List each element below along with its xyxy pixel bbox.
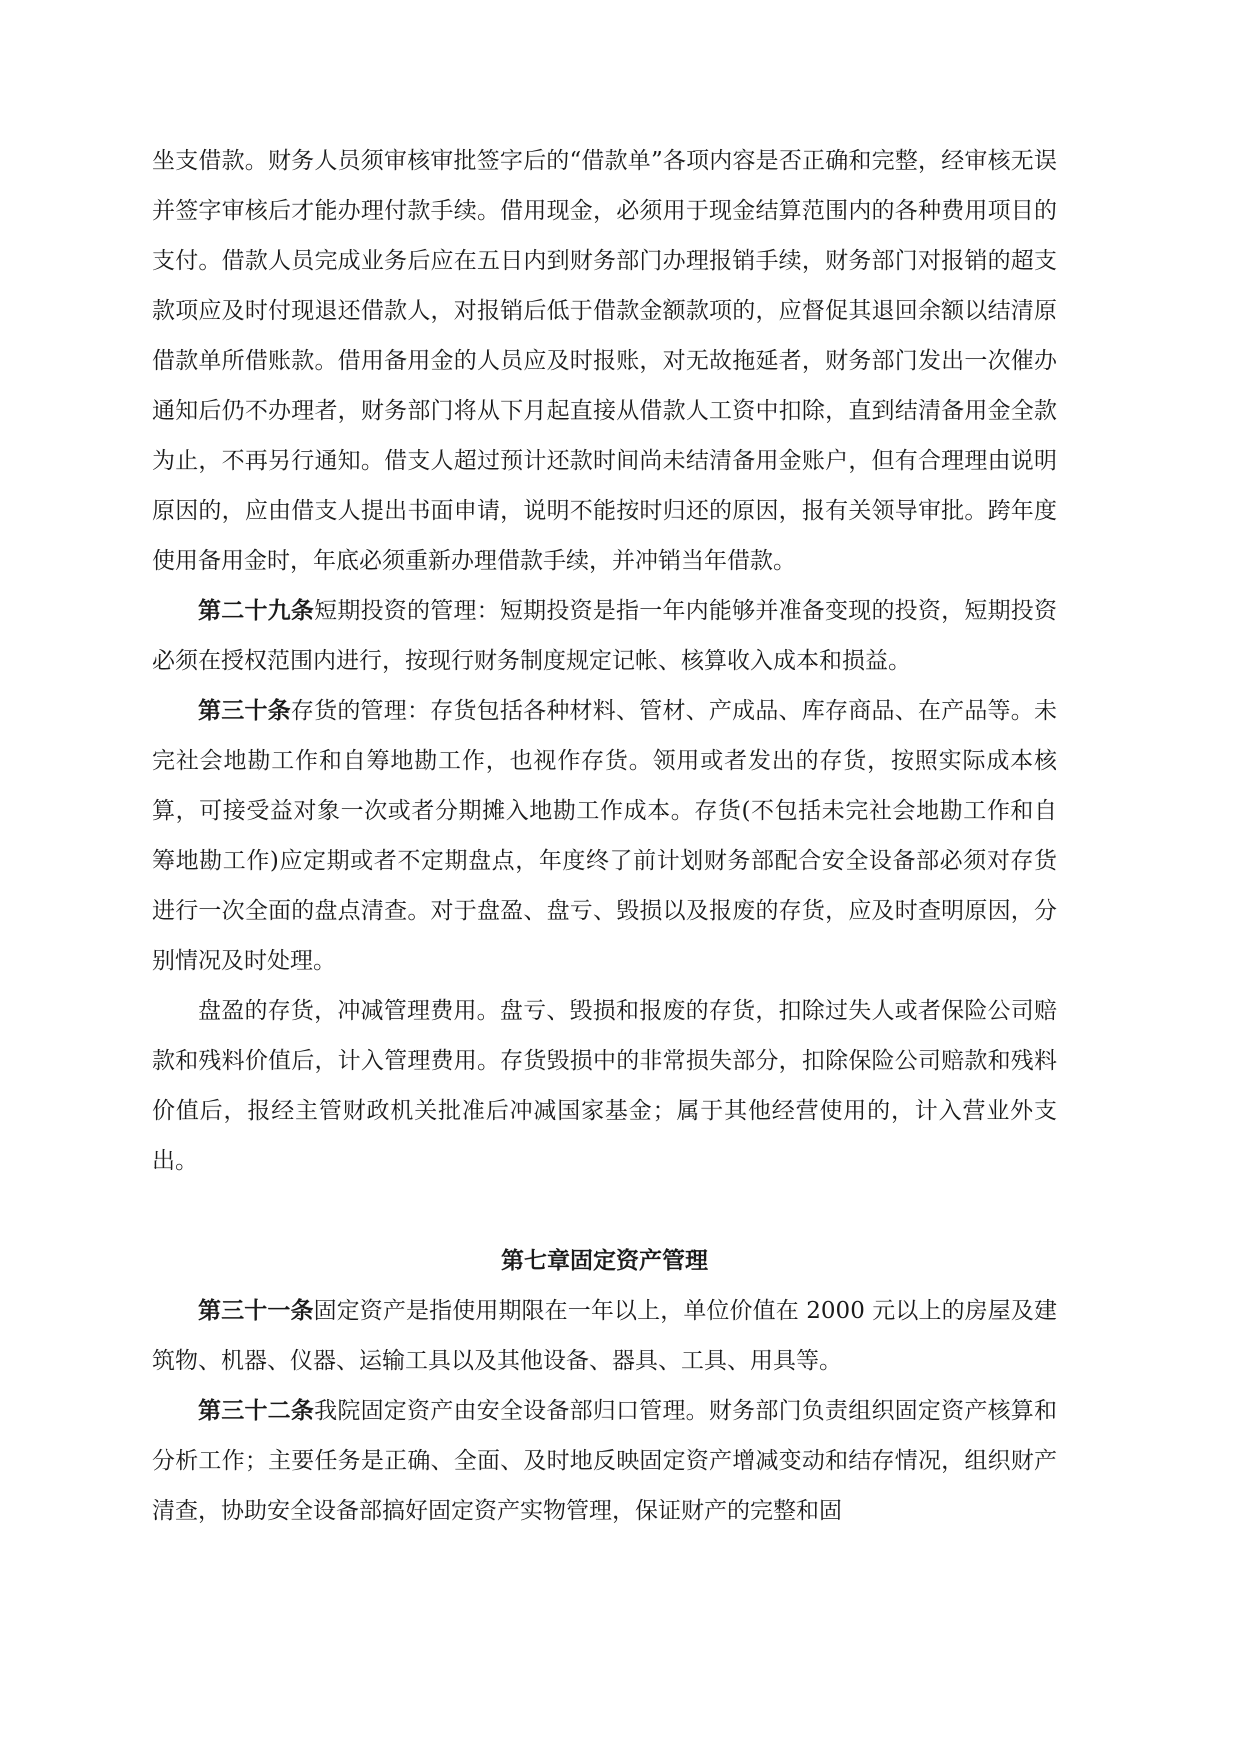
article-number: 第三十二条	[198, 1397, 315, 1424]
section-spacer	[152, 1186, 1057, 1236]
document-body	[152, 136, 1057, 1536]
paragraph-text: 短期投资的管理：短期投资是指一年内能够并准备变现的投资，短期投资必须在授权范围内进行，按现行财务制度规定记帐、核算收入成本和损益。	[152, 598, 1058, 674]
paragraph-continuation	[152, 136, 1057, 586]
article-number: 第三十条	[198, 697, 291, 724]
article-30-paragraph	[152, 686, 1057, 986]
paragraph-text: 盘盈的存货，冲减管理费用。盘亏、毁损和报废的存货，扣除过失人或者保险公司赔款和残料价值后，计入管理费用。存货毁损中的非常损失部分，扣除保险公司赔款和残料价值后，报经主管财政机关批准后冲减国家基金；属于其他经营使用的，计入营业外支出。	[152, 998, 1057, 1174]
paragraph-text: 我院固定资产由安全设备部归口管理。财务部门负责组织固定资产核算和分析工作；主要任务是正确、全面、及时地反映固定资产增减变动和结存情况，组织财产清查，协助安全设备部搞好固定资产实物管理，保证财产的完整和固	[152, 1398, 1058, 1524]
inventory-gain-loss-paragraph	[152, 986, 1057, 1186]
chapter-heading: 第七章固定资产管理	[501, 1247, 708, 1274]
paragraph-text: 固定资产是指使用期限在一年以上，单位价值在 2000 元以上的房屋及建筑物、机器、仪器、运输工具以及其他设备、器具、工具、用具等。	[152, 1298, 1058, 1374]
article-number: 第三十一条	[198, 1297, 314, 1324]
paragraph-text: 存货的管理：存货包括各种材料、管材、产成品、库存商品、在产品等。未完社会地勘工作和自筹地勘工作，也视作存货。领用或者发出的存货，按照实际成本核算，可接受益对象一次或者分期摊入地勘工作成本。存货(不包括未完社会地勘工作和自筹地勘工作)应定期或者不定期盘点，年度终了前计划财务部配合安全设备部必须对存货进行一次全面的盘点清查。对于盘盈、盘亏、毁损以及报废的存货，应及时查明原因，分别情况及时处理。	[152, 698, 1058, 974]
article-number: 第二十九条	[198, 597, 315, 624]
article-31-paragraph	[152, 1286, 1057, 1386]
article-29-paragraph	[152, 586, 1057, 686]
paragraph-text: 坐支借款。财务人员须审核审批签字后的“借款单”各项内容是否正确和完整，经审核无误并签字审核后才能办理付款手续。借用现金，必须用于现金结算范围内的各种费用项目的支付。借款人员完成业务后应在五日内到财务部门办理报销手续，财务部门对报销的超支款项应及时付现退还借款人，对报销后低于借款金额款项的，应督促其退回余额以结清原借款单所借账款。借用备用金的人员应及时报账，对无故拖延者，财务部门发出一次催办通知后仍不办理者，财务部门将从下月起直接从借款人工资中扣除，直到结清备用金全款为止，不再另行通知。借支人超过预计还款时间尚未结清备用金账户，但有合理理由说明原因的，应由借支人提出书面申请，说明不能按时归还的原因，报有关领导审批。跨年度使用备用金时，年底必须重新办理借款手续，并冲销当年借款。	[152, 148, 1057, 574]
article-32-paragraph	[152, 1386, 1057, 1536]
